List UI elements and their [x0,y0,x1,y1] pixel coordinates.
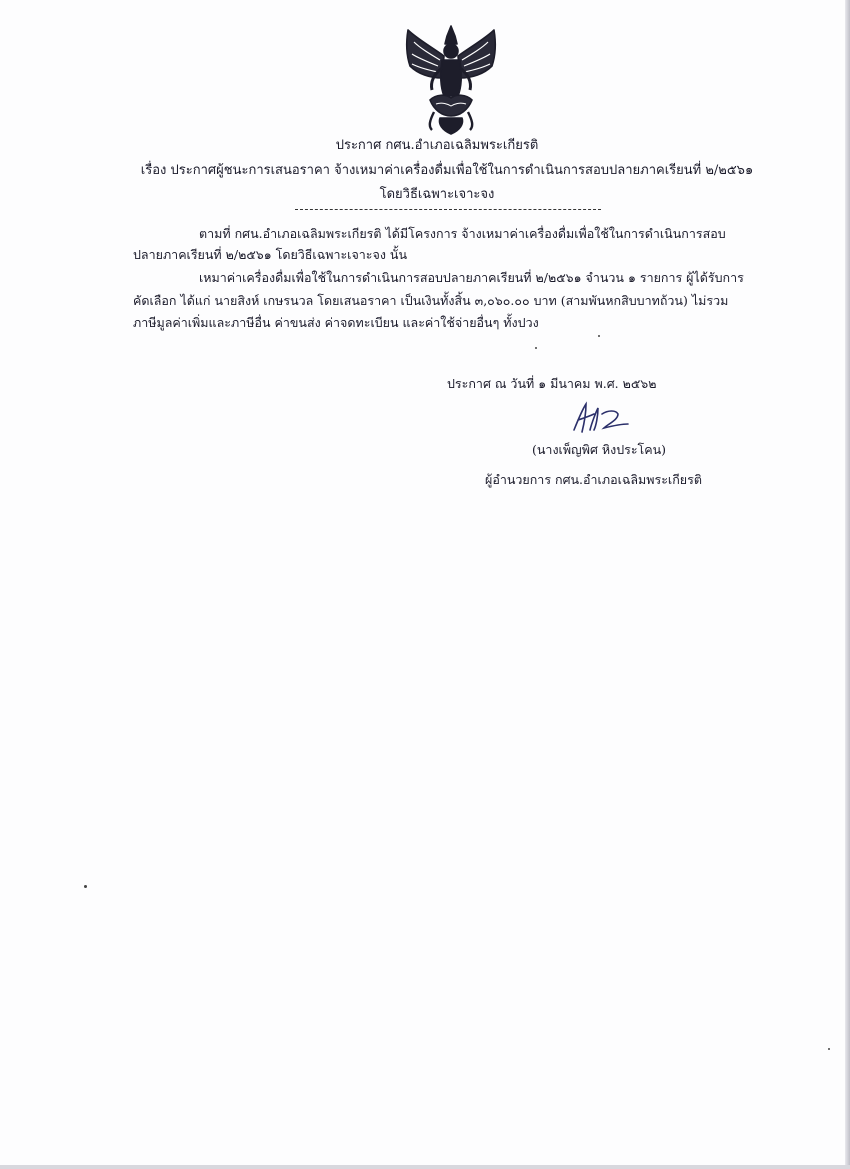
announcement-date: ประกาศ ณ วันที่ ๑ มีนาคม พ.ศ. ๒๕๖๒ [447,376,657,391]
body-paragraph-1-line-2: ปลายภาคเรียนที่ ๒/๒๕๖๑ โดยวิธีเฉพาะเจาะจง นั้น [133,247,408,262]
handwritten-signature [568,400,632,436]
garuda-emblem-icon [400,24,502,136]
separator-line [295,209,601,210]
body-paragraph-1-line-1: ตามที่ กศน.อำเภอเฉลิมพระเกียรติ ได้มีโครงการ จ้างเหมาค่าเครื่องดื่มเพื่อใช้ในการดำเนินการสอบ [199,226,726,241]
announcement-subject: เรื่อง ประกาศผู้ชนะการเสนอราคา จ้างเหมาค่าเครื่องดื่มเพื่อใช้ในการดำเนินการสอบปลายภาคเรียนที่ ๒/๒๕๖๑ [140,163,754,178]
scan-speck [598,335,600,337]
signer-name: (นางเพ็ญพิศ หิงประโคน) [532,442,667,457]
body-paragraph-2-line-2: คัดเลือก ได้แก่ นายสิงห์ เกษรนวล โดยเสนอราคา เป็นเงินทั้งสิ้น ๓,๐๖๐.๐๐ บาท (สามพันหกสิบบาทถ้วน) ไม่รวม [133,293,729,308]
announcement-title: ประกาศ กศน.อำเภอเฉลิมพระเกียรติ [335,138,539,153]
body-paragraph-2-line-1: เหมาค่าเครื่องดื่มเพื่อใช้ในการดำเนินการสอบปลายภาคเรียนที่ ๒/๒๕๖๑ จำนวน ๑ รายการ ผู้ได้รับการ [199,270,744,285]
scan-speck [828,1048,830,1050]
scan-speck [84,885,87,888]
scan-edge-bottom [0,1165,850,1169]
body-paragraph-2-line-3: ภาษีมูลค่าเพิ่มและภาษีอื่น ค่าขนส่ง ค่าจดทะเบียน และค่าใช้จ่ายอื่นๆ ทั้งปวง [133,315,539,330]
scan-speck [535,347,537,349]
signer-title: ผู้อำนวยการ กศน.อำเภอเฉลิมพระเกียรติ [485,472,702,487]
procurement-method: โดยวิธีเฉพาะเจาะจง [379,187,495,202]
